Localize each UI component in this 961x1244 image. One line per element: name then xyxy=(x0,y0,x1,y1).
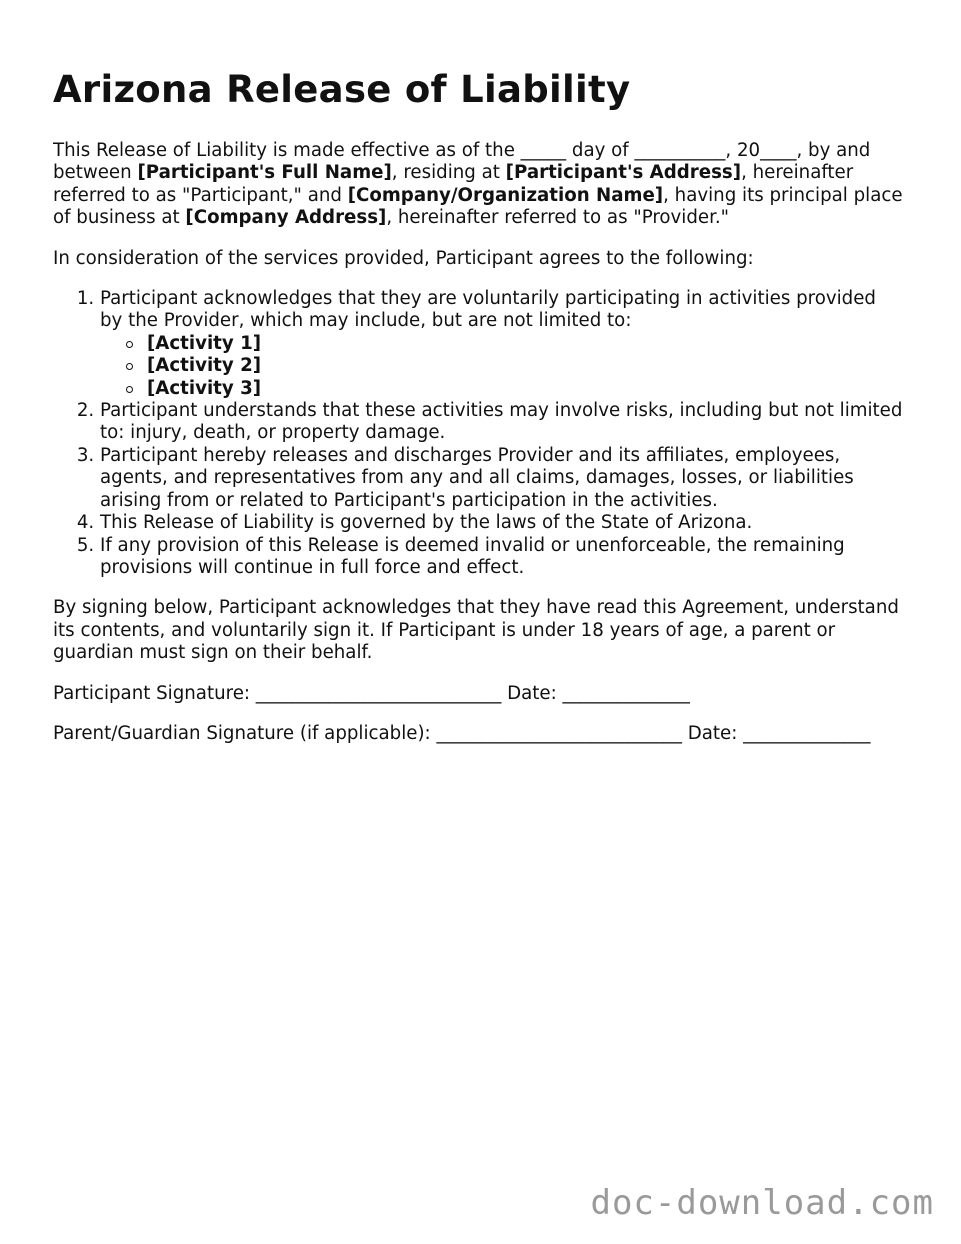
intro-text-5: , hereinafter referred to as "Provider." xyxy=(386,207,730,229)
term-item: 4. This Release of Liability is governed by the laws of the State of Arizona. xyxy=(100,512,903,534)
intro-paragraph xyxy=(53,140,903,230)
participant-signature-line: Participant Signature: ___________________________ Date: ______________ xyxy=(53,682,690,704)
term-text: Participant acknowledges that they are voluntarily participating in activities provided by the Provider, which may include, but are not limited to: xyxy=(100,288,876,332)
participant-name-placeholder: [Participant's Full Name] xyxy=(137,162,392,184)
document-page xyxy=(53,62,903,763)
company-address-placeholder: [Company Address] xyxy=(185,207,387,229)
activity-text: [Activity 3] xyxy=(147,377,262,399)
intro-text-1: This Release of Liability is made effective as of the _____ day of __________, 20____, by and between xyxy=(53,140,871,184)
term-item: 2. Participant understands that these activities may involve risks, including but not limited to: injury, death, or property damage. xyxy=(100,400,903,445)
term-item: 5. If any provision of this Release is deemed invalid or unenforceable, the remaining provisions will continue in full force and effect. xyxy=(100,535,903,580)
activity-text: [Activity 2] xyxy=(147,355,262,377)
activities-list xyxy=(100,333,903,400)
document-title: Arizona Release of Liability xyxy=(53,68,631,111)
participant-address-placeholder: [Participant's Address] xyxy=(505,162,742,184)
activity-item xyxy=(126,333,903,355)
closing-paragraph: By signing below, Participant acknowledges that they have read this Agreement, understand its contents, and voluntarily sign it. If Participant is under 18 years of age, a parent or guardian must sign on their behalf. xyxy=(53,597,899,664)
consideration-paragraph: In consideration of the services provided, Participant agrees to the following: xyxy=(53,247,754,269)
intro-text-4: , having its principal place of business at xyxy=(53,184,903,229)
guardian-signature-line: Parent/Guardian Signature (if applicable): ___________________________ Date: ______________ xyxy=(53,722,871,744)
circle-bullet-icon xyxy=(126,363,133,370)
term-item: 3. Participant hereby releases and discharges Provider and its affiliates, employees, agents, and representatives from any and all claims, damages, losses, or liabilities arising from or related to Participant's participation in the activities. xyxy=(100,445,903,512)
circle-bullet-icon xyxy=(126,341,133,348)
intro-text-3: , hereinafter referred to as "Participant," and xyxy=(53,162,854,206)
company-name-placeholder: [Company/Organization Name] xyxy=(347,184,664,206)
intro-text-2: , residing at xyxy=(391,162,506,184)
terms-list xyxy=(53,288,903,579)
activity-item xyxy=(126,378,903,400)
activity-text: [Activity 1] xyxy=(147,332,262,354)
term-item xyxy=(100,288,903,400)
circle-bullet-icon xyxy=(126,386,133,393)
activity-item xyxy=(126,355,903,377)
watermark: doc-download.com xyxy=(590,1183,934,1223)
